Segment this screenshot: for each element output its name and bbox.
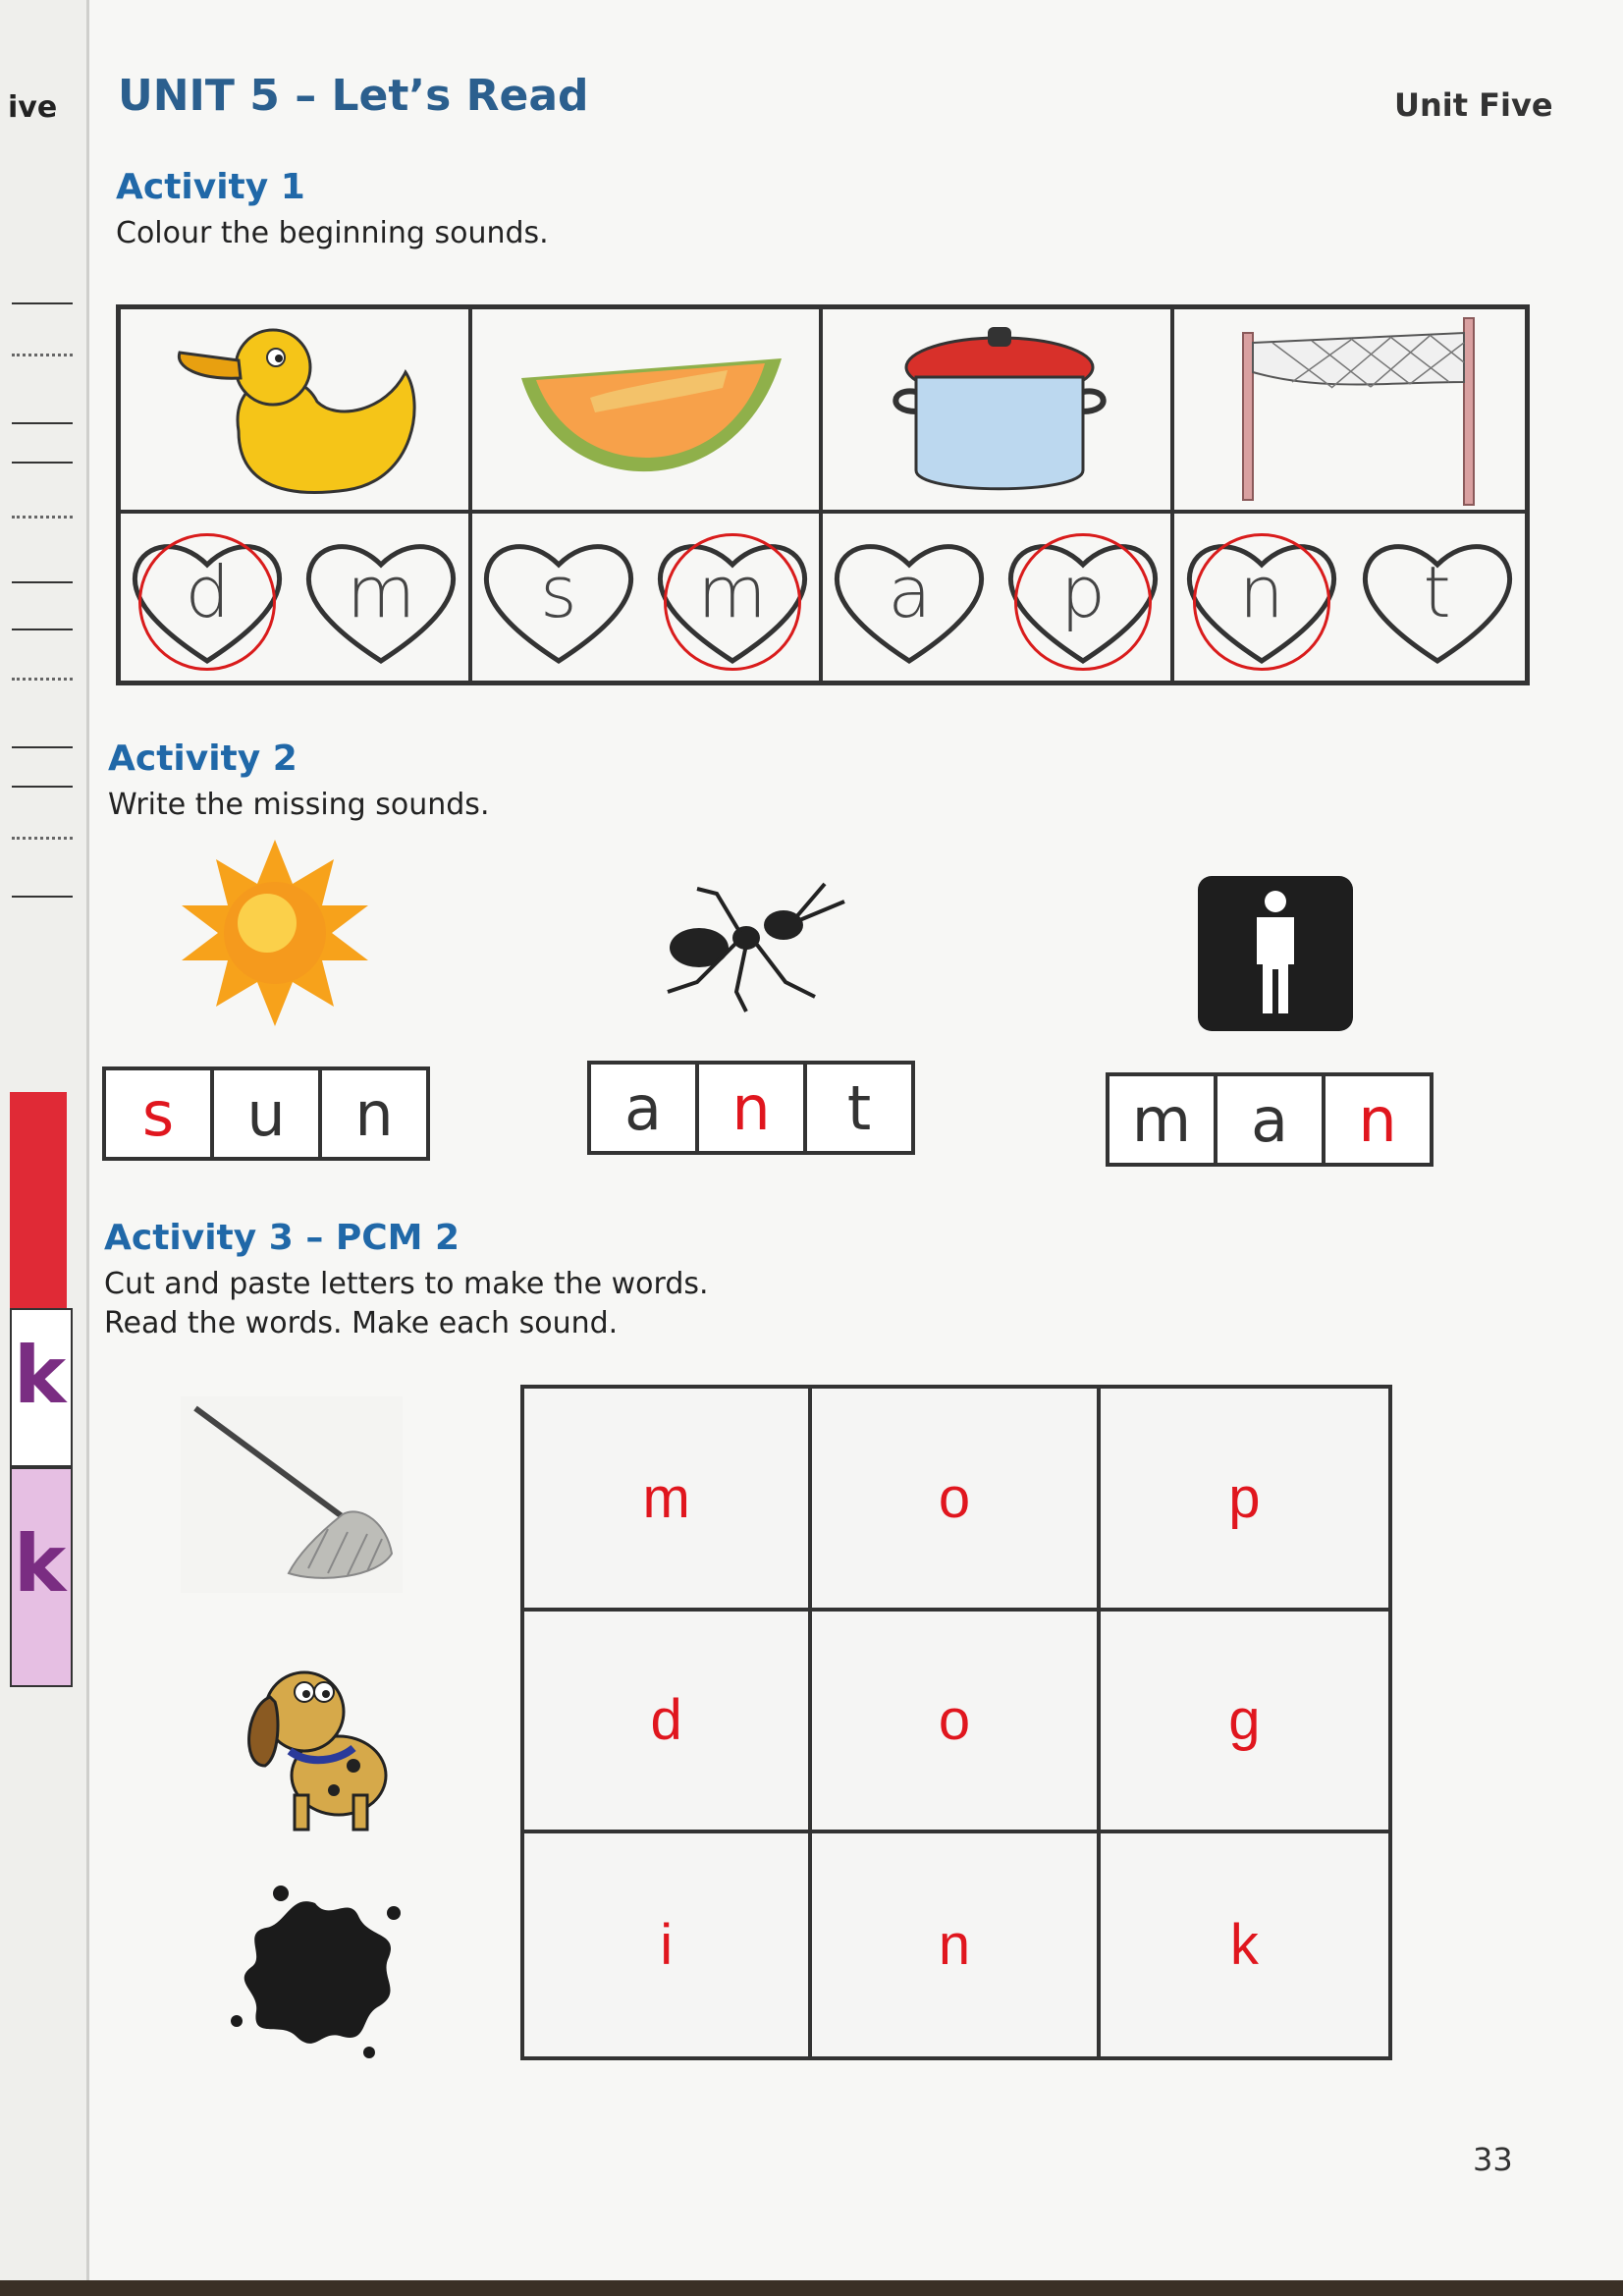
letter-cell: n	[354, 1077, 394, 1150]
mop-icon	[181, 1396, 403, 1593]
paste-letter-cell[interactable]: d	[524, 1612, 812, 1834]
letter-cell: a	[591, 1065, 699, 1151]
picture-cell	[121, 309, 472, 514]
margin-line	[12, 581, 73, 583]
picture-cell	[472, 309, 824, 514]
activity2-instruction: Write the missing sounds.	[108, 788, 490, 822]
page-bottom-edge	[0, 2280, 1623, 2296]
margin-letter: k	[14, 1330, 67, 1421]
previous-page-tab-text: ive	[8, 90, 58, 125]
paste-letter-cell[interactable]: o	[812, 1612, 1100, 1834]
heart-pair	[472, 533, 820, 671]
picture-cell	[823, 309, 1174, 514]
heart-letter-option[interactable]	[1004, 533, 1162, 671]
unit-label: Unit Five	[1394, 86, 1553, 124]
activity3-letter-grid	[520, 1385, 1392, 2060]
word-box	[587, 1061, 915, 1155]
heart-letter-text: m	[697, 551, 767, 633]
margin-dashed-line	[12, 516, 73, 519]
duck-icon	[160, 313, 455, 510]
margin-red-block	[10, 1092, 67, 1308]
activity3-title: Activity 3 – PCM 2	[104, 1218, 460, 1258]
letter-cell: a	[1217, 1076, 1325, 1163]
page-title: UNIT 5 – Let’s Read	[118, 71, 589, 121]
paste-letter-cell[interactable]: i	[524, 1833, 812, 2056]
heart-letter-option[interactable]	[480, 533, 637, 671]
heart-pair	[121, 533, 468, 671]
heart-letter-option[interactable]	[1359, 533, 1516, 671]
margin-dashed-line	[12, 837, 73, 840]
word-box	[102, 1066, 430, 1161]
heart-letter-text: p	[1060, 551, 1106, 633]
letter-cell: m	[1109, 1076, 1217, 1163]
net-icon	[1214, 313, 1508, 510]
answer-circle	[664, 533, 801, 671]
ink-splat-icon	[222, 1874, 408, 2060]
heart-letter-option[interactable]	[831, 533, 988, 671]
margin-line	[12, 896, 73, 898]
heart-letter-text: s	[540, 551, 577, 633]
margin-line	[12, 302, 73, 304]
activity1-title: Activity 1	[116, 167, 305, 207]
heart-pair	[823, 533, 1170, 671]
answer-circle	[1014, 533, 1152, 671]
margin-letter-card	[10, 1467, 73, 1687]
heart-letter-option[interactable]	[654, 533, 811, 671]
picture-cell	[1174, 309, 1526, 514]
word-box	[1106, 1072, 1434, 1167]
margin-letter: k	[14, 1518, 67, 1610]
heart-pair	[1174, 533, 1526, 671]
heart-letter-text: m	[347, 551, 416, 633]
pot-icon	[852, 313, 1147, 510]
heart-letter-text: n	[1239, 551, 1284, 633]
activity1-table	[116, 304, 1530, 685]
sun-icon	[177, 835, 373, 1031]
heart-letter-text: t	[1423, 551, 1451, 633]
paste-letter-cell[interactable]: p	[1101, 1389, 1388, 1612]
heart-letter-option[interactable]	[302, 533, 460, 671]
paste-letter-cell[interactable]: o	[812, 1389, 1100, 1612]
margin-line	[12, 746, 73, 748]
ant-icon	[638, 874, 854, 1021]
margin-dashed-line	[12, 678, 73, 681]
letter-choice-cell	[1174, 514, 1526, 681]
heart-letter-option[interactable]	[1183, 533, 1340, 671]
letter-choice-cell	[121, 514, 472, 681]
paste-letter-cell[interactable]: m	[524, 1389, 812, 1612]
margin-line	[12, 422, 73, 424]
melon-icon	[502, 319, 796, 516]
letter-cell: t	[846, 1071, 872, 1144]
letter-choice-cell	[472, 514, 824, 681]
man-icon	[1198, 876, 1353, 1031]
heart-letter-option[interactable]	[129, 533, 286, 671]
page-number: 33	[1473, 2141, 1513, 2178]
dog-icon	[236, 1658, 403, 1834]
margin-line	[12, 786, 73, 788]
letter-choice-cell	[823, 514, 1174, 681]
answer-circle	[138, 533, 276, 671]
letter-answer-cell[interactable]: n	[1358, 1083, 1397, 1156]
margin-line	[12, 462, 73, 464]
answer-circle	[1193, 533, 1330, 671]
margin-letter-card	[10, 1308, 73, 1467]
activity3-instruction-2: Read the words. Make each sound.	[104, 1306, 619, 1340]
paste-letter-cell[interactable]: k	[1229, 1913, 1259, 1978]
paste-letter-cell[interactable]: g	[1101, 1612, 1388, 1834]
activity3-instruction-1: Cut and paste letters to make the words.	[104, 1267, 709, 1301]
heart-letter-text: a	[888, 551, 932, 633]
letter-answer-cell[interactable]: n	[699, 1065, 807, 1151]
letter-cell: u	[214, 1070, 322, 1157]
margin-dashed-line	[12, 354, 73, 356]
paste-letter-cell[interactable]: n	[812, 1833, 1100, 2056]
letter-answer-cell[interactable]: s	[106, 1070, 214, 1157]
activity2-title: Activity 2	[108, 738, 298, 779]
heart-letter-text: d	[185, 551, 231, 633]
activity1-instruction: Colour the beginning sounds.	[116, 216, 549, 250]
margin-line	[12, 629, 73, 630]
